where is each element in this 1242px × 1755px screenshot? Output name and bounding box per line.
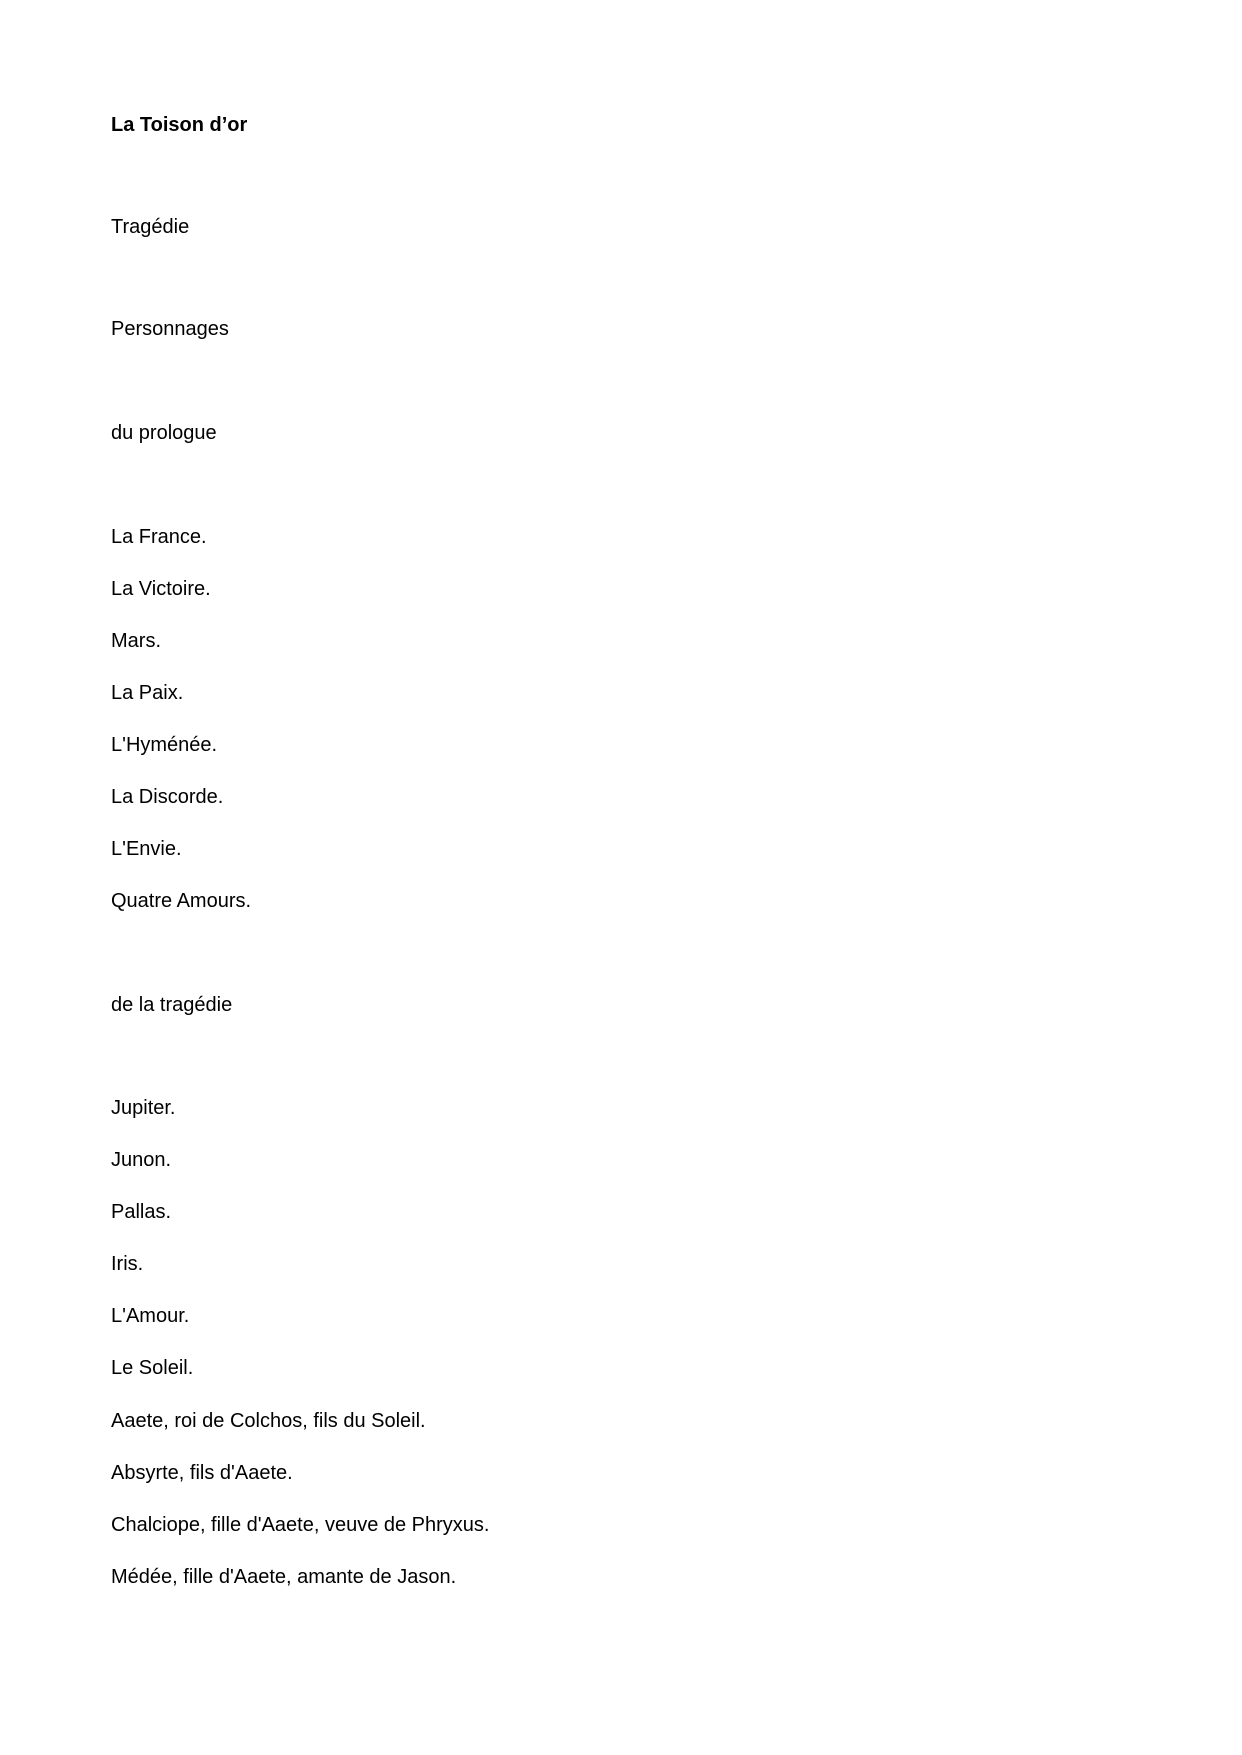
tragedy-character: Aaete, roi de Colchos, fils du Soleil. [111, 1410, 426, 1432]
characters-heading: Personnages [111, 318, 229, 340]
tragedy-character: L'Amour. [111, 1305, 190, 1327]
prologue-character: La Paix. [111, 682, 184, 704]
tragedy-heading: de la tragédie [111, 994, 233, 1016]
document-title: La Toison d’or [111, 114, 248, 136]
prologue-character: L'Envie. [111, 838, 182, 860]
tragedy-character: Absyrte, fils d'Aaete. [111, 1462, 293, 1484]
genre-label: Tragédie [111, 216, 190, 238]
prologue-character: Mars. [111, 630, 161, 652]
prologue-heading: du prologue [111, 422, 217, 444]
prologue-character: La Victoire. [111, 578, 211, 600]
tragedy-character: Pallas. [111, 1201, 172, 1223]
tragedy-character: Chalciope, fille d'Aaete, veuve de Phryxus. [111, 1514, 490, 1536]
prologue-character: L'Hyménée. [111, 734, 218, 756]
prologue-character: Quatre Amours. [111, 890, 252, 912]
tragedy-character: Jupiter. [111, 1097, 176, 1119]
tragedy-character: Le Soleil. [111, 1357, 194, 1379]
tragedy-character: Junon. [111, 1149, 172, 1171]
prologue-character: La France. [111, 526, 207, 548]
tragedy-character: Iris. [111, 1253, 144, 1275]
prologue-character: La Discorde. [111, 786, 224, 808]
tragedy-character: Médée, fille d'Aaete, amante de Jason. [111, 1566, 457, 1588]
